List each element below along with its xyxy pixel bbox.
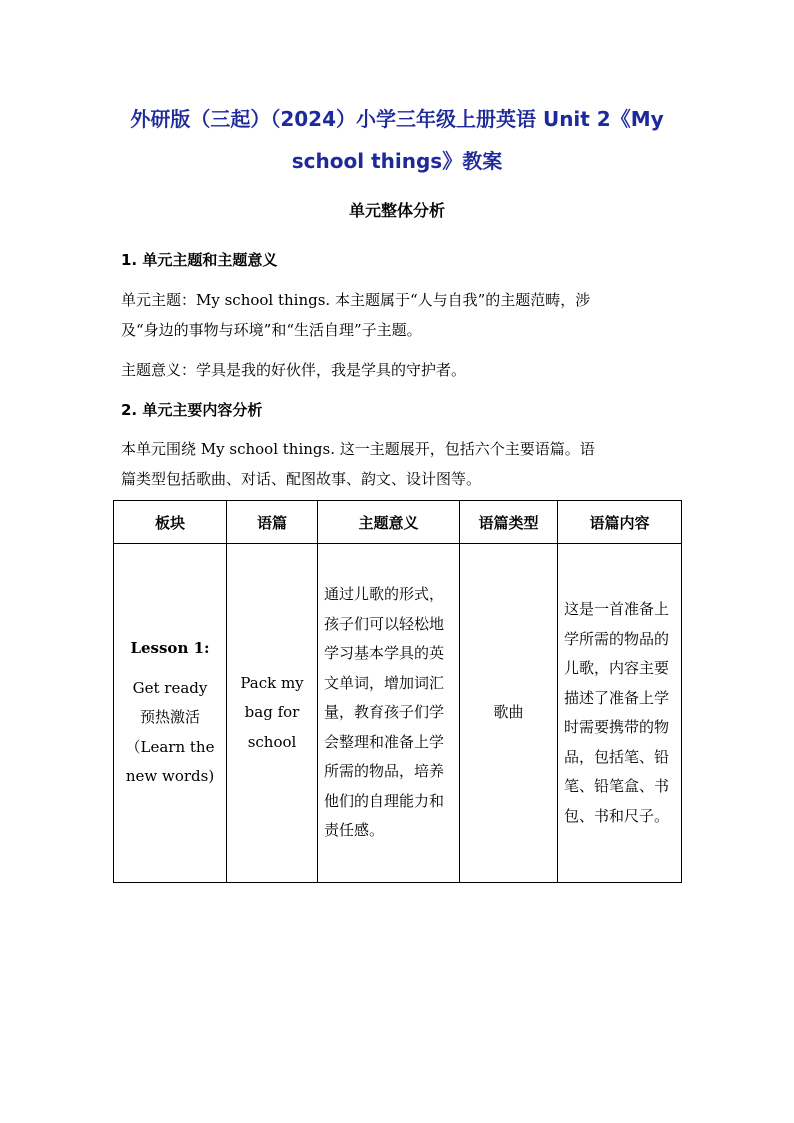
content-cell: 这是一首准备上学所需的物品的儿歌，内容主要描述了准备上学时需要携带的物品，包括笔、铅笔、铅笔盒、书包、书和尺子。 [558,544,682,883]
paragraph-theme-meaning: 主题意义：学具是我的好伙伴，我是学具的守护者。 [121,361,467,379]
lesson-subtitle: new words) [125,767,215,786]
paragraph-line: 本单元围绕 My school things. 这一主题展开，包括六个主要语篇。语 [121,440,595,458]
paragraph-line: 篇类型包括歌曲、对话、配图故事、韵文、设计图等。 [121,470,482,488]
table-header-row [114,501,682,544]
title-line-2: school things》教案 [291,149,503,173]
table-header-cell: 主题意义 [318,501,460,544]
table-header-cell: 板块 [114,501,227,544]
unit-analysis-table-wrap [113,500,681,883]
meaning-cell: 通过儿歌的形式，孩子们可以轻松地学习基本学具的英文单词，增加词汇量，教育孩子们学会整理和准备上学所需的物品，培养他们的自理能力和责任感。 [318,544,460,883]
paragraph-line: 单元主题：My school things. 本主题属于“人与自我”的主题范畴，涉 [121,291,591,309]
heading-content-analysis: 2. 单元主要内容分析 [121,401,263,419]
paragraph-unit-theme [121,285,679,345]
text-line: school [247,732,297,751]
paragraph-content-analysis [121,434,679,494]
text-line: bag for [244,703,300,722]
section-title: 单元整体分析 [348,201,445,220]
lesson-cell [114,544,227,883]
lesson-subtitle: （Learn the [125,737,215,756]
unit-analysis-table [113,500,682,883]
table-header-cell: 语篇内容 [558,501,682,544]
lesson-subtitle: 预热激活 [139,708,200,727]
lesson-title: Lesson 1: [130,639,210,658]
heading-unit-theme: 1. 单元主题和主题意义 [121,251,278,269]
table-header-cell: 语篇 [227,501,318,544]
text-cell [227,544,318,883]
table-row [114,544,682,883]
title-line-1: 外研版（三起）（2024）小学三年级上册英语 Unit 2《My [130,107,664,131]
document-title [100,98,694,182]
lesson-subtitle: Get ready [132,678,208,697]
paragraph-line: 及“身边的事物与环境”和“生活自理”子主题。 [121,321,422,339]
text-line: Pack my [240,673,304,692]
table-header-cell: 语篇类型 [460,501,558,544]
type-cell: 歌曲 [460,544,558,883]
